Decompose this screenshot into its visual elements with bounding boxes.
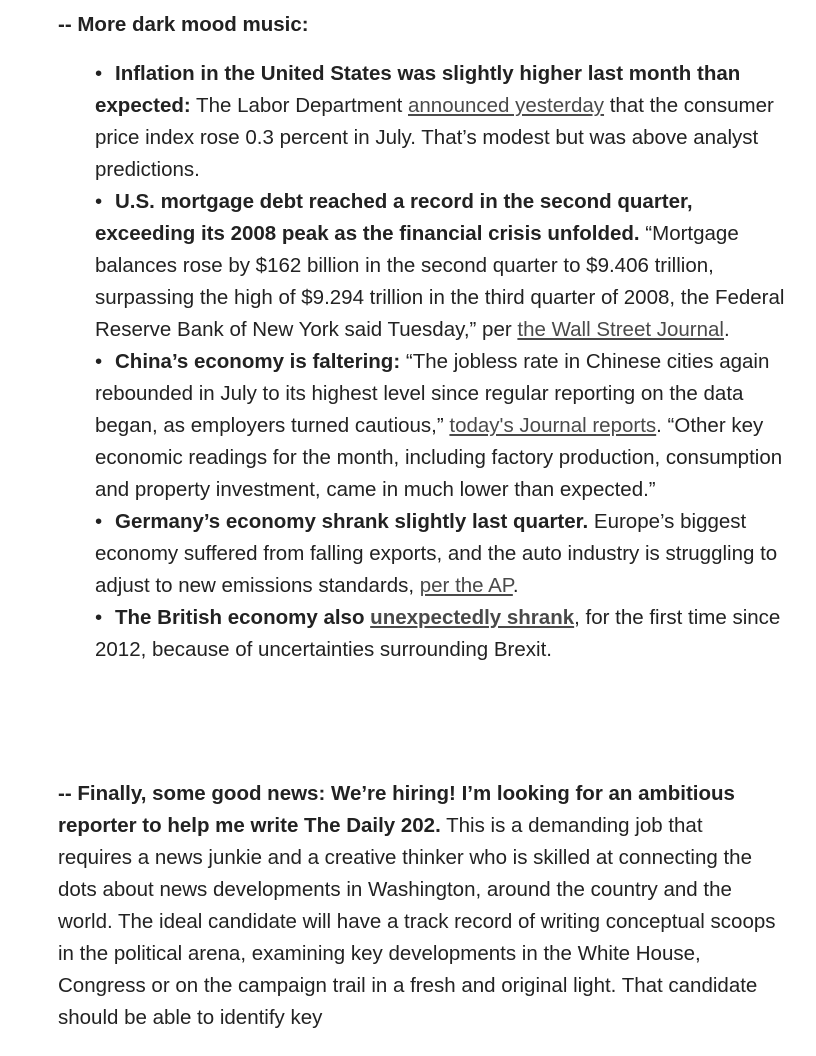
item-text: Europe’s biggest economy suffered from falling exports, and the auto industry is struggling to adjust to new emissions standards, — [95, 510, 778, 597]
item-text: . — [512, 574, 519, 597]
item-text: that the consumer price index rose 0.3 percent in July. That’s modest but was above analyst predictions. — [95, 94, 774, 181]
item-text: The Labor Department — [190, 94, 408, 117]
per-the-ap-link[interactable]: per the AP — [419, 574, 513, 597]
hiring-lead: -- Finally, some good news: We’re hiring! I’m looking for an ambitious reporter to help me write The Daily 202. — [58, 782, 735, 837]
hiring-text: This is a demanding job that requires a news junkie and a creative thinker who is skilled at connecting the dots about news developments in Washington, around the country and the world. The ideal candidate will have a track record of writing conceptual scoops in the political arena, examining key developments in the White House, Congress or on the campaign trail in a fresh and original light. That candidate should be able to identify key — [58, 814, 776, 1029]
item-lead: U.S. mortgage debt reached a record in the second quarter, exceeding its 2008 peak as the financial crisis unfolded. — [95, 190, 693, 245]
item-lead: Germany’s economy shrank slightly last quarter. — [115, 510, 589, 533]
item-text: . — [724, 318, 730, 341]
list-item — [95, 506, 785, 602]
hiring-paragraph — [58, 778, 778, 1034]
bullet-icon: • — [95, 350, 103, 373]
unexpectedly-shrank-link[interactable]: unexpectedly shrank — [370, 606, 575, 629]
bullet-icon: • — [95, 190, 103, 213]
list-item — [95, 602, 785, 666]
item-text: , for the first time since 2012, because of uncertainties surrounding Brexit. — [95, 606, 781, 661]
bullet-icon: • — [95, 510, 103, 533]
list-item — [95, 186, 785, 346]
journal-reports-link[interactable]: today's Journal reports — [449, 414, 657, 437]
bullet-list — [95, 58, 785, 666]
wall-street-journal-link[interactable]: the Wall Street Journal — [517, 318, 724, 341]
item-text: . “Other key economic readings for the month, including factory production, consumption and property investment, came in much lower than expected.” — [95, 414, 783, 501]
item-lead: Inflation in the United States was slightly higher last month than expected: — [95, 62, 741, 117]
list-item — [95, 58, 785, 186]
item-text: “The jobless rate in Chinese cities again rebounded in July to its highest level since regular reporting on the data began, as employers turned cautious,” — [95, 350, 770, 437]
announced-yesterday-link[interactable]: announced yesterday — [408, 94, 605, 117]
section-heading: -- More dark mood music: — [58, 13, 309, 36]
bullet-icon: • — [95, 62, 103, 85]
item-text: “Mortgage balances rose by $162 billion in the second quarter to $9.406 trillion, surpassing the high of $9.294 trillion in the third quarter of 2008, the Federal Reserve Bank of New York said Tuesday,” per — [95, 222, 785, 341]
item-lead: The British economy also — [115, 606, 371, 629]
item-lead: China’s economy is faltering: — [115, 350, 401, 373]
bullet-icon: • — [95, 606, 103, 629]
list-item — [95, 346, 785, 506]
